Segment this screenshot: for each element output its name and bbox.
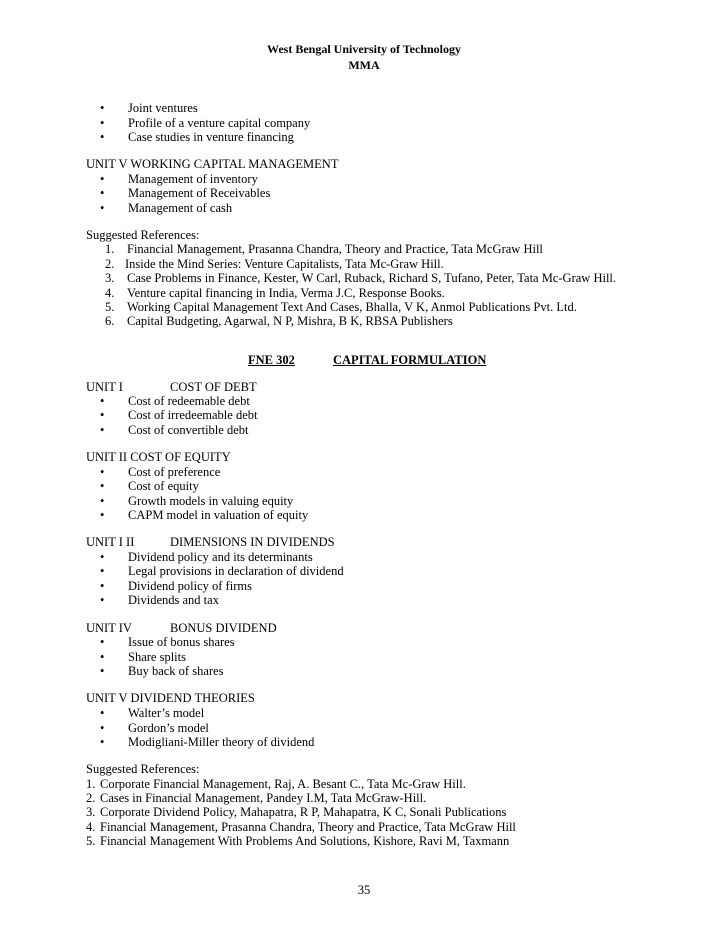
- unit-title: DIMENSIONS IN DIVIDENDS: [170, 535, 335, 549]
- unit-title: COST OF DEBT: [170, 380, 257, 394]
- bullet-icon: •: [100, 564, 105, 578]
- program-title: MMA: [348, 58, 380, 72]
- bullet-icon: •: [100, 201, 105, 215]
- unit-label: UNIT I: [86, 380, 123, 394]
- course-code: FNE 302: [248, 353, 295, 367]
- unit-label: UNIT II COST OF EQUITY: [86, 450, 231, 464]
- bullet-icon: •: [100, 116, 105, 130]
- bullet-icon: •: [100, 593, 105, 607]
- bullet-icon: •: [100, 408, 105, 422]
- bullet-icon: •: [100, 735, 105, 749]
- university-title: West Bengal University of Technology: [266, 42, 461, 56]
- bullet-icon: •: [100, 650, 105, 664]
- course-name: CAPITAL FORMULATION: [333, 353, 487, 367]
- bullet-icon: •: [100, 635, 105, 649]
- bullet-icon: •: [100, 423, 105, 437]
- bullet-icon: •: [100, 706, 105, 720]
- bullet-icon: •: [100, 550, 105, 564]
- document-page: West Bengal University of Technology MMA • Joint ventures • Profile of a venture capital company • Case studies in venture financing UNIT V WORKING CAPITAL MANAGEMENT • Management of inventory • Management of Receivables • Management of cash Suggested References: 1. Financial Management, Prasanna Chandra, Theory and Practice, Tata McGraw Hill 2. Inside the Mind Series: Venture Capitalists, Tata Mc-Graw Hill. 3. Case Problems in Finance, Kester, W Carl, Ruback, Richard S, Tufano, Peter, Tata Mc-Graw Hill. 4. Venture capital financing in India, Verma J.C, Response Books. 5. Working Capital Management Text And Cases, Bhalla, V K, Anmol Publications Pvt. Ltd. 6. Capital Budgeting, Agarwal, N P, Mishra, B K, RBSA Publishers FNE 302 CAPITAL FORMULATION UNIT I COST OF DEBT • Cost of redeemable debt • Cost of irredeemable debt • Cost of convertible debt UNIT II COST OF EQUITY • Cost of preference • Cost of equity • Growth models in valuing equity • CAPM model in valuation of equity UNIT I II DIMENSIONS IN DIVIDENDS • Dividend policy and its determinants • Legal provisions in declaration of dividend • Dividend policy of firms • Dividends and tax UNIT IV BONUS DIVIDEND • Issue of bonus shares • Share splits • Buy back of shares UNIT V DIVIDEND THEORIES • Walter’s model • Gordon’s model • Modigliani-Miller theory of dividend Suggested References: 1. Corporate Financial Management, Raj, A. Besant C., Tata Mc-Graw Hill. 2. Cases in Financial Management, Pandey I.M, Tata McGraw-Hill. 3. Corporate Dividend Policy, Mahapatra, R P, Mahapatra, K C, Sonali Publications 4. Financial Management, Prasanna Chandra, Theory and Practice, Tata McGraw Hill 5. Financial Management With Problems And Solutions, Kishore, Ravi M, Taxmann 35: [0, 0, 728, 943]
- bullet-icon: •: [100, 130, 105, 144]
- references-heading: Suggested References:: [86, 228, 200, 242]
- bullet-icon: •: [100, 494, 105, 508]
- bullet-icon: •: [100, 465, 105, 479]
- unit-title: BONUS DIVIDEND: [170, 621, 277, 635]
- bullet-icon: •: [100, 479, 105, 493]
- bullet-icon: •: [100, 508, 105, 522]
- unit-label: UNIT IV: [86, 621, 132, 635]
- bullet-icon: •: [100, 579, 105, 593]
- bullet-icon: •: [100, 721, 105, 735]
- unit-label: UNIT V DIVIDEND THEORIES: [86, 691, 255, 705]
- bullet-icon: •: [100, 394, 105, 408]
- bullet-icon: •: [100, 664, 105, 678]
- unit-label: UNIT I II: [86, 535, 135, 549]
- page-number: 35: [357, 883, 371, 897]
- bullet-icon: •: [100, 186, 105, 200]
- bullet-icon: •: [100, 101, 105, 115]
- bullet-icon: •: [100, 172, 105, 186]
- unit-heading: UNIT V WORKING CAPITAL MANAGEMENT: [86, 157, 339, 171]
- references-heading: Suggested References:: [86, 762, 200, 776]
